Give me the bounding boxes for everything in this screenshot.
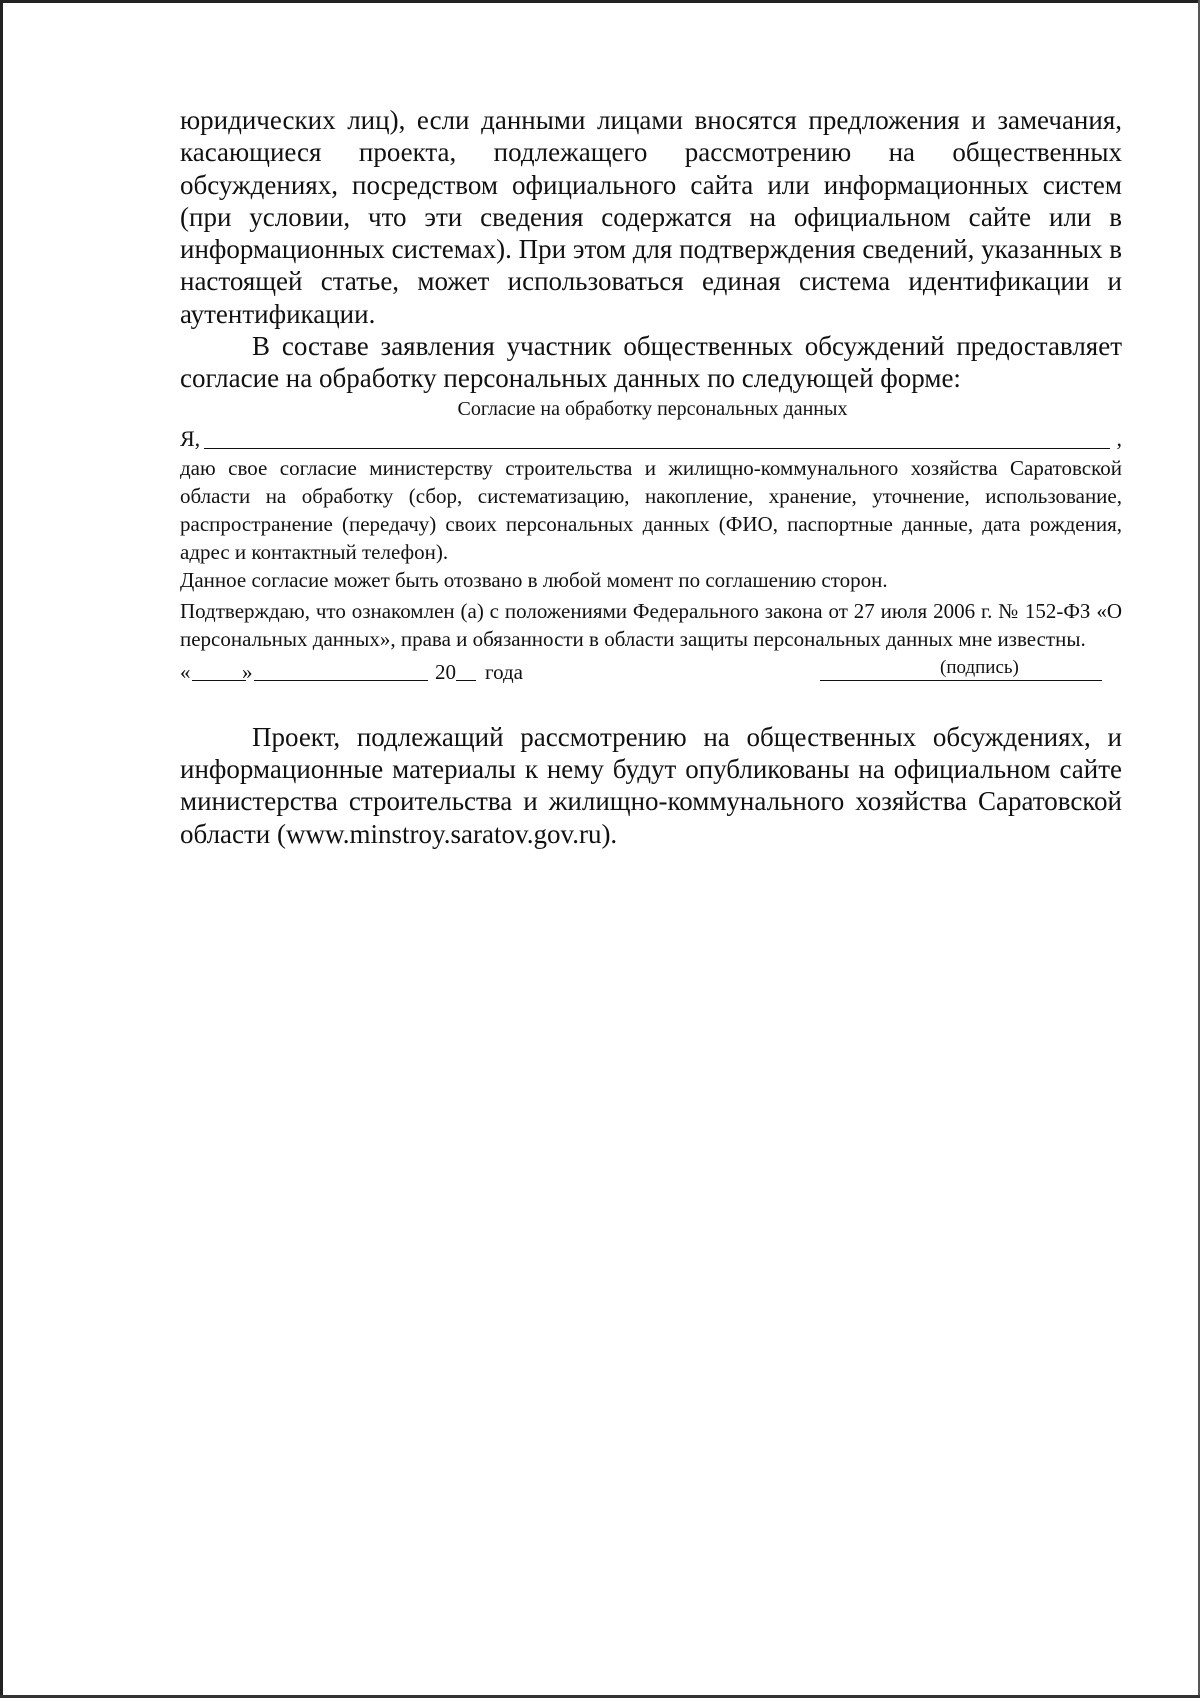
consent-form (180, 397, 1122, 687)
confirmation-text: Подтверждаю, что ознакомлен (а) с положениями Федерального закона от 27 июля 2006 г. № 152-ФЗ «О персональных данных», права и обязанности в области защиты персональных данных мне известны. (180, 598, 1122, 651)
paragraph-consent-intro: В составе заявления участник общественных обсуждений предоставляет согласие на обработку персональных данных по следующей форме: (180, 331, 1122, 394)
consent-form-title: Согласие на обработку персональных данных (457, 397, 848, 420)
date-signature-line (180, 657, 1122, 687)
paragraph-legal-entities: юридических лиц), если данными лицами вносятся предложения и замечания, касающиеся проекта, подлежащего рассмотрению на общественных обсуждениях, посредством официального сайта или информационных систем (при условии, что эти сведения содержатся на официальном сайте или в информационных системах). При этом для подтверждения сведений, указанных в настоящей статье, может использоваться единая система идентификации и аутентификации. (180, 105, 1122, 329)
scan-edge-left (0, 0, 3, 1698)
revocation-text: Данное согласие может быть отозвано в любой момент по соглашению сторон. (180, 567, 888, 592)
name-field-label: Я, (180, 425, 201, 451)
date-close-quote: » (242, 659, 253, 684)
signature-caption: (подпись) (940, 656, 1019, 678)
day-blank-line (192, 680, 246, 681)
year-suffix: года (485, 659, 523, 684)
signature-blank-line (820, 680, 1102, 681)
month-blank-line (254, 680, 428, 681)
name-blank-line (204, 448, 1110, 449)
year-prefix: 20 (435, 659, 456, 684)
date-open-quote: « (180, 659, 191, 684)
paragraph-publication: Проект, подлежащий рассмотрению на общественных обсуждениях, и информационные материалы к нему будут опубликованы на официальном сайте министерства строительства и жилищно-коммунального хозяйства Саратовской области (www.minstroy.saratov.gov.ru). (180, 721, 1122, 849)
name-field-line (180, 424, 1122, 454)
scan-edge-top (0, 0, 1200, 3)
year-blank-line (456, 680, 476, 681)
name-field-comma: , (1116, 425, 1122, 451)
document-body (180, 104, 1122, 850)
consent-text: даю свое согласие министерству строительства и жилищно-коммунального хозяйства Саратовской области на обработку (сбор, систематизацию, накопление, хранение, уточнение, использование, распространение (передачу) своих персональных данных (ФИО, паспортные данные, дата рождения, адрес и контактный телефон). (180, 455, 1122, 564)
